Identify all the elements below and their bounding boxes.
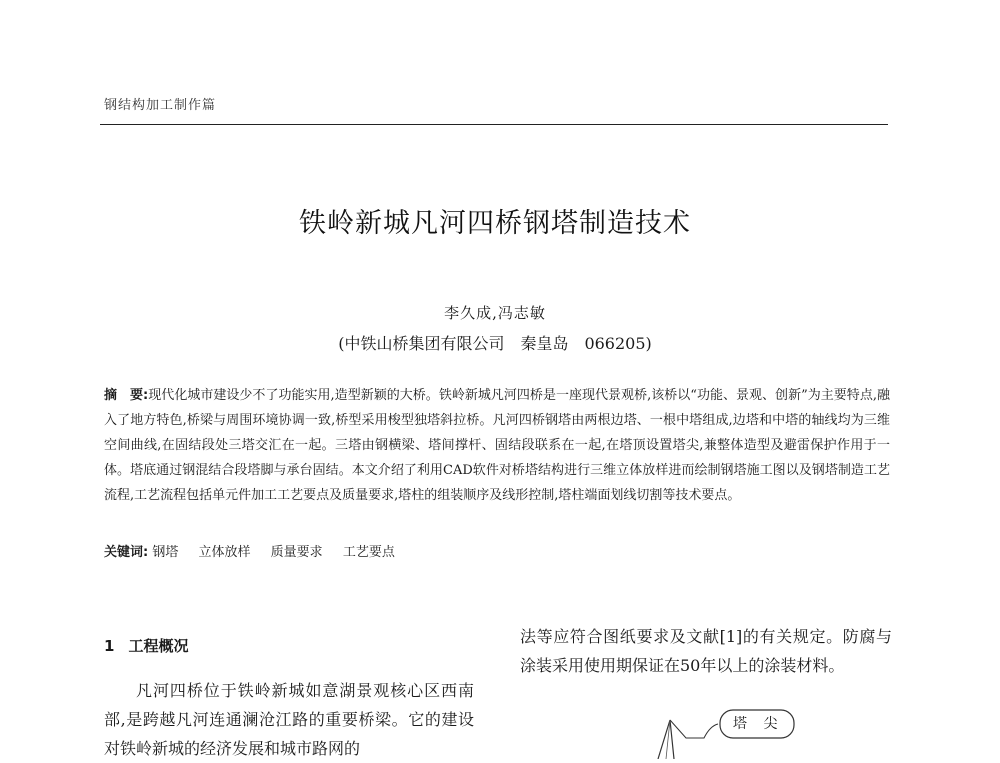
keyword: 质量要求 <box>270 545 323 560</box>
tower-tip-figure <box>640 700 840 759</box>
affiliation: (中铁山桥集团有限公司 秦皇岛 066205) <box>338 334 652 353</box>
section-heading <box>104 635 188 656</box>
running-head: 钢结构加工制作篇 <box>104 98 217 113</box>
authors: 李久成,冯志敏 <box>444 304 546 322</box>
body-text-left: 凡河四桥位于铁岭新城如意湖景观核心区西南部,是跨越凡河连通澜沧江路的重要桥梁。它的建设对铁岭新城的经济发展和城市路网的 <box>104 681 474 758</box>
keyword: 工艺要点 <box>342 545 395 560</box>
abstract <box>104 383 890 508</box>
callout-leader <box>670 720 718 738</box>
body-text-right: 法等应符合图纸要求及文献[1]的有关规定。防腐与涂装采用使用期保证在50年以上的涂装材料。 <box>520 627 892 675</box>
section-number: 1 <box>104 637 115 655</box>
tower-tip-outline <box>658 720 674 759</box>
abstract-text: 现代化城市建设少不了功能实用,造型新颖的大桥。铁岭新城凡河四桥是一座现代景观桥,该桥以“功能、景观、创新”为主要特点,融入了地方特色,桥梁与周围环境协调一致,桥型采用梭型独塔斜拉桥。凡河四桥钢塔由两根边塔、一根中塔组成,边塔和中塔的轴线均为三维空间曲线,在固结段处三塔交汇在一起。三塔由钢横梁、塔间撑杆、固结段联系在一起,在塔顶设置塔尖,兼整体造型及避雷保护作用于一体。塔底通过钢混结合段塔脚与承台固结。本文介绍了利用CAD软件对桥塔结构进行三维立体放样进而绘制钢塔施工图以及钢塔制造工艺流程,工艺流程包括单元件加工工艺要点及质量要求,塔柱的组装顺序及线形控制,塔柱端面划线切割等技术要点。 <box>104 388 890 503</box>
header-rule <box>100 124 888 125</box>
keywords <box>104 541 890 560</box>
keyword: 钢塔 <box>152 545 179 560</box>
section-title: 工程概况 <box>128 637 189 655</box>
keywords-label: 关键词: <box>104 545 149 560</box>
abstract-label: 摘 要: <box>104 388 149 403</box>
paper-title: 铁岭新城凡河四桥钢塔制造技术 <box>299 208 691 239</box>
keyword: 立体放样 <box>198 545 251 560</box>
callout-label: 塔 尖 <box>733 716 784 732</box>
